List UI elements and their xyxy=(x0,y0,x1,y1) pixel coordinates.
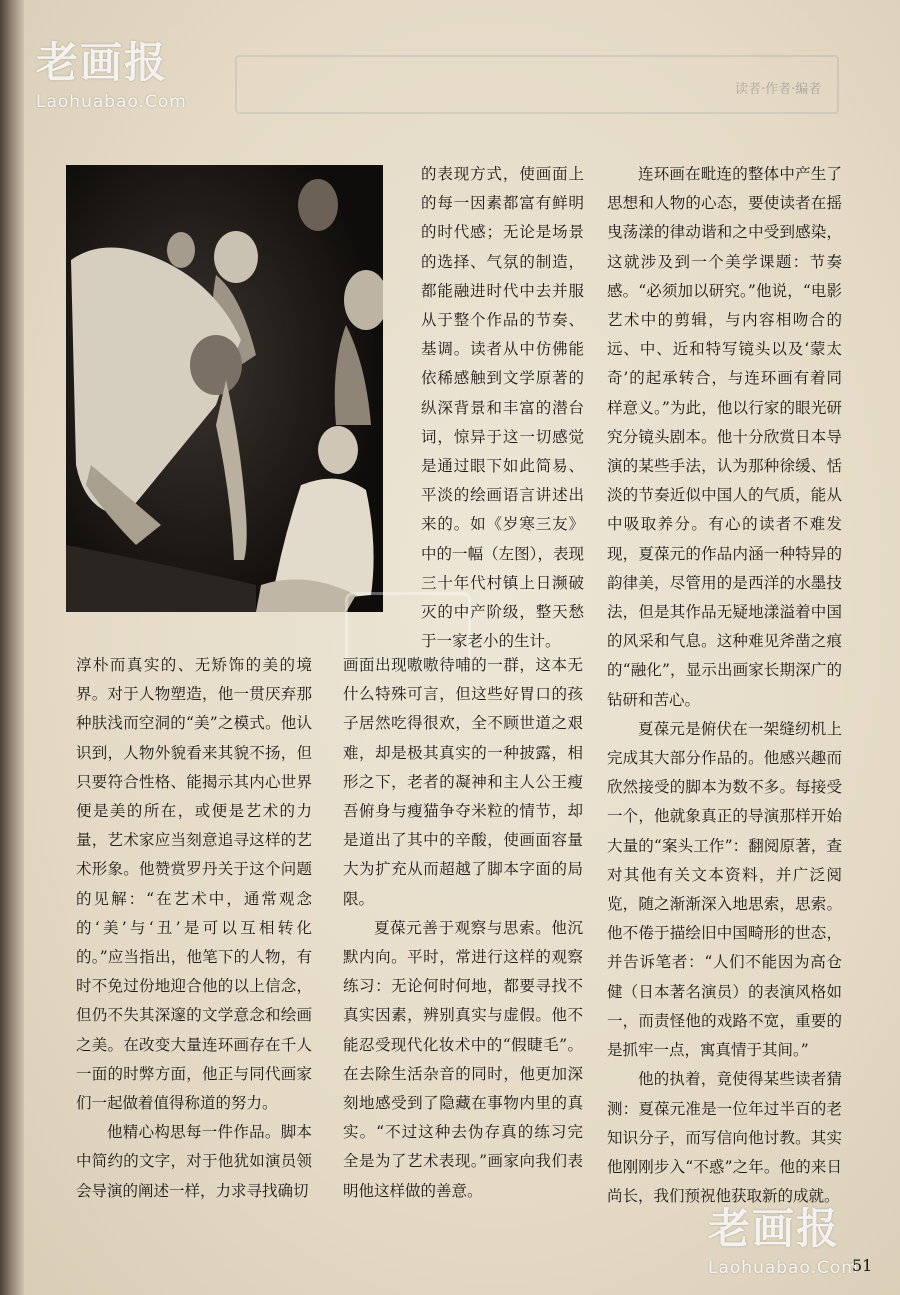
paragraph: 画面出现嗷嗷待哺的一群，这本无什么特殊可言，但这些好胃口的孩子居然吃得很欢，全不顾世道之艰难，却是极其真实的一种披露，相形之下，老者的凝神和主人公王瘦吾俯身与瘦猫争夺米粒的情节，却是道出了其中的辛酸，使画面容量大为扩充从而超越了脚本字面的局限。 xyxy=(343,656,583,908)
paragraph: 淳朴而真实的、无矫饰的美的境界。对于人物塑造，他一贯厌弃那种肤浅而空洞的“美”之模式。他认识到，人物外貌看来其貌不扬，但只要符合性格、能揭示其内心世界便是美的所在，或便是艺术的力量，艺术家应当刻意追寻这样的艺术形象。他赞赏罗丹关于这个问题的见解：“在艺术中，通常观念的‘美’与‘丑’是可以互相转化的。”应当指出，他笔下的人物，有时不免过份地迎合他的以上信念，但仍不失其深邃的文学意念和绘画之美。在改变大量连环画存在千人一面的时弊方面，他正与同代画家们一起做着值得称道的努力。 xyxy=(76,656,312,1113)
column-2-bottom xyxy=(343,651,583,1206)
paragraph: 他的执着，竟使得某些读者猜测：夏葆元准是一位年过半百的老知识分子，而写信向他讨教。其实他刚刚步入“不惑”之年。他的来日尚长，我们预祝他获取新的成就。 xyxy=(607,1070,842,1206)
watermark-brand: 老画报 xyxy=(708,1204,841,1253)
show-through-header-tag: 读者·作者·编者 xyxy=(735,82,822,97)
watermark-bottom-right xyxy=(708,1196,859,1278)
column-1 xyxy=(76,651,312,1206)
watermark-domain: Laohuabao.Com xyxy=(708,1258,859,1278)
illustration-drawing xyxy=(66,165,383,612)
watermark-top-left xyxy=(36,30,187,112)
paragraph: 的表现方式，使画面上的每一因素都富有鲜明的时代感；无论是场景的选择、气氛的制造，都能融进时代中去并服从于整个作品的节奏、基调。读者从中仿佛能依稀感触到文学原著的纵深背景和丰富的潜台词，惊异于这一切感觉是通过眼下如此简易、平淡的绘画语言讲述出来的。如《岁寒三友》中的一幅（左图），表现三十年代村镇上日濒破灭的中产阶级，整天愁于一家老小的生计。 xyxy=(421,165,584,651)
paragraph: 连环画在毗连的整体中产生了思想和人物的心态，要使读者在摇曳荡漾的律动谐和之中受到感染，这就涉及到一个美学课题：节奏感。“必须加以研究。”他说，“电影艺术中的剪辑，与内容相吻合的远、中、近和特写镜头以及‘蒙太奇’的起承转合，与连环画有着同样意义。”为此，他以行家的眼光研究分镜头剧本。他十分欣赏日本导演的某些手法，认为那种徐缓、恬淡的节奏近似中国人的气质，能从中吸取养分。有心的读者不难发现，夏葆元的作品内涵一种特异的韵律美，尽管用的是西洋的水墨技法，但是其作品无疑地漾溢着中国的风采和气息。这种难见斧凿之痕的“融化”，显示出画家长期深广的钻研和苦心。 xyxy=(607,165,842,709)
paragraph: 夏葆元是俯伏在一架缝纫机上完成其大部分作品的。他感兴趣而欣然接受的脚本为数不多。每接受一个，他就象真正的导演那样开始大量的“案头工作”：翻阅原著，查对其他有关文本资料，并广泛阅览，随之渐渐深入地思索，思索。他不倦于描绘旧中国畸形的世态，并告诉笔者：“人们不能因为高仓健（日本著名演员）的表演风格如一，而责怪他的戏路不宽，重要的是抓牢一点，寓真情于其间。” xyxy=(607,719,842,1060)
watermark-domain: Laohuabao.Com xyxy=(36,92,187,112)
paragraph: 夏葆元善于观察与思索。他沉默内向。平时，常进行这样的观察练习：无论何时何地，都要寻找不真实因素，辨别真实与虚假。他不能忍受现代化妆术中的“假睫毛”。在去除生活杂音的同时，他更加深刻地感受到了隐藏在事物内里的真实。“不过这种去伪存真的练习完全是为了艺术表现。”画家向我们表明他这样做的善意。 xyxy=(343,918,583,1200)
paragraph: 他精心构思每一件作品。脚本中简约的文字，对于他犹如演员领会导演的阐述一样，力求寻找确切 xyxy=(76,1123,312,1200)
column-2-top xyxy=(421,160,584,656)
page-binding-shadow xyxy=(0,0,24,1295)
page-number: 51 xyxy=(852,1256,873,1275)
column-3 xyxy=(607,160,842,1211)
illustration-image xyxy=(66,165,383,612)
watermark-brand: 老画报 xyxy=(36,38,169,87)
